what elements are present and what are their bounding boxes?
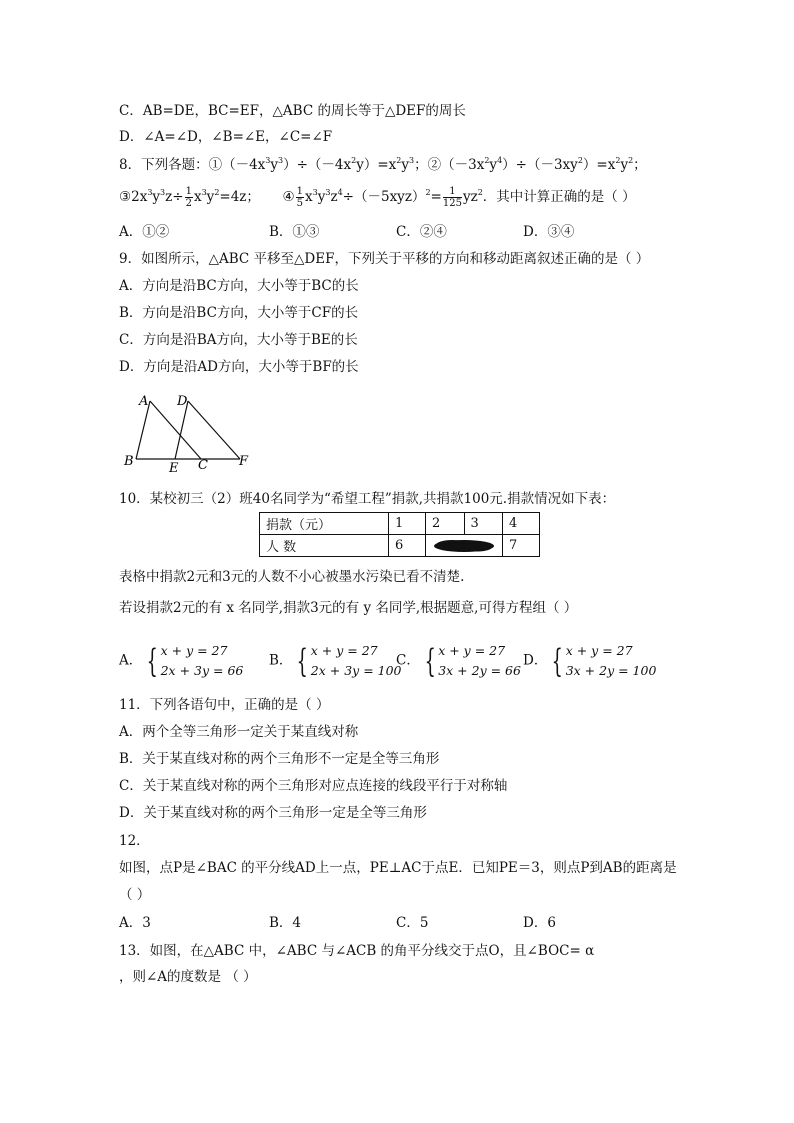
q9-option-c: C．方向是沿BA方向，大小等于BE的长 [119, 332, 358, 348]
q10-option-d: D． { x + y = 27 3x + 2y = 100 [523, 642, 657, 680]
table-cell: 2 [426, 513, 465, 535]
q12-paren: （ ） [119, 887, 151, 903]
q8-option-d: D．③④ [523, 224, 575, 240]
q11-option-c: C．关于某直线对称的两个三角形对应点连接的线段平行于对称轴 [119, 778, 508, 794]
label-f: F [239, 454, 249, 469]
q8-option-c: C．②④ [396, 224, 447, 240]
table-cell: 3 [464, 513, 503, 535]
table-cell: 6 [389, 535, 426, 557]
q11-option-a: A．两个全等三角形一定关于某直线对称 [119, 724, 359, 740]
q11-stem: 11．下列各语句中，正确的是（ ） [119, 697, 330, 713]
q12-number: 12． [119, 833, 150, 849]
label-e: E [169, 461, 179, 474]
label-c: C [198, 458, 208, 473]
q11-option-d: D．关于某直线对称的两个三角形一定是全等三角形 [119, 805, 427, 821]
q8-stem-line1: 8．下列各题：$①(-4x^3y^3)\div(-4x^2y)=x^2y^3$；$②(-3x^2y^4)\div(-3xy^2)=x^2y^2$； [119, 156, 647, 173]
q8-option-b: B．①③ [269, 224, 320, 240]
q12-stem: 如图，点P是∠BAC 的平分线AD上一点，PE⊥AC于点E．已知PE＝3，则点P到AB的距离是 [119, 860, 677, 876]
q12-option-d: D．6 [523, 915, 556, 931]
q7-option-c: C．AB=DE，BC=EF，△ABC 的周长等于△DEF的周长 [119, 103, 466, 119]
q10-setup: 若设捐款2元的有 x 名同学,捐款3元的有 y 名同学,根据题意,可得方程组（ ） [119, 600, 578, 616]
q10-stem: 10．某校初三（2）班40名同学为“希望工程”捐款,共捐款100元.捐款情况如下表： [119, 491, 616, 507]
q9-option-a: A．方向是沿BC方向，大小等于BC的长 [119, 278, 359, 294]
table-cell: 捐款（元） [260, 513, 389, 535]
table-cell: 7 [503, 535, 540, 557]
q9-option-d: D．方向是沿AD方向，大小等于BF的长 [119, 359, 359, 375]
label-d: D [177, 394, 188, 409]
donation-table [259, 512, 540, 557]
q7-option-d: D．∠A=∠D，∠B=∠E，∠C=∠F [119, 129, 333, 145]
ink-blot [426, 535, 502, 556]
fraction-one-half: $\frac{1}{2}$ [185, 186, 192, 209]
q10-note: 表格中捐款2元和3元的人数不小心被墨水污染已看不清楚. [119, 569, 465, 585]
table-cell: 人 数 [260, 535, 389, 557]
q8-option-a: A．①② [119, 224, 170, 240]
table-cell: 4 [503, 513, 540, 535]
table-row [260, 535, 540, 557]
ink-blot-cell [426, 535, 503, 557]
table-cell: 1 [389, 513, 426, 535]
q12-option-b: B．4 [269, 915, 302, 931]
q10-option-c: C． { x + y = 27 3x + 2y = 66 [396, 642, 521, 680]
label-b: B [124, 454, 134, 469]
q9-option-b: B．方向是沿BC方向，大小等于CF的长 [119, 305, 359, 321]
q13-continuation: ，则∠A的度数是 （ ） [119, 969, 257, 985]
q11-option-b: B．关于某直线对称的两个三角形不一定是全等三角形 [119, 751, 440, 767]
label-a: A [139, 394, 149, 409]
fraction-one-fifth: $\frac{1}{5}$ [296, 186, 303, 209]
q9-stem: 9．如图所示，△ABC 平移至△DEF，下列关于平移的方向和移动距离叙述正确的是（ ） [119, 251, 650, 267]
q12-option-c: C．5 [396, 915, 429, 931]
q12-option-a: A．3 [119, 915, 151, 931]
q13-stem: 13．如图，在△ABC 中，∠ABC 与∠ACB 的角平分线交于点O，且∠BOC= α [119, 943, 595, 959]
q10-option-b: B． { x + y = 27 2x + 3y = 100 [269, 642, 402, 680]
q10-option-a: A． { x + y = 27 2x + 3y = 66 [119, 642, 244, 680]
translation-triangles-figure [122, 392, 262, 474]
q8-stem-line2: $③2x^3y^3z\div$ $\frac{1}{2}$ $x^3y^2=4z$； ④ $\frac{1}{5}$ $x^3y^3z^4\div(-5xyz)^2=$ $\frac{1}{125}$ $yz^2$．其中计算正确的是（ ） [119, 186, 636, 209]
fraction-one-125: $\frac{1}{125}$ [442, 186, 462, 209]
table-row [260, 513, 540, 535]
